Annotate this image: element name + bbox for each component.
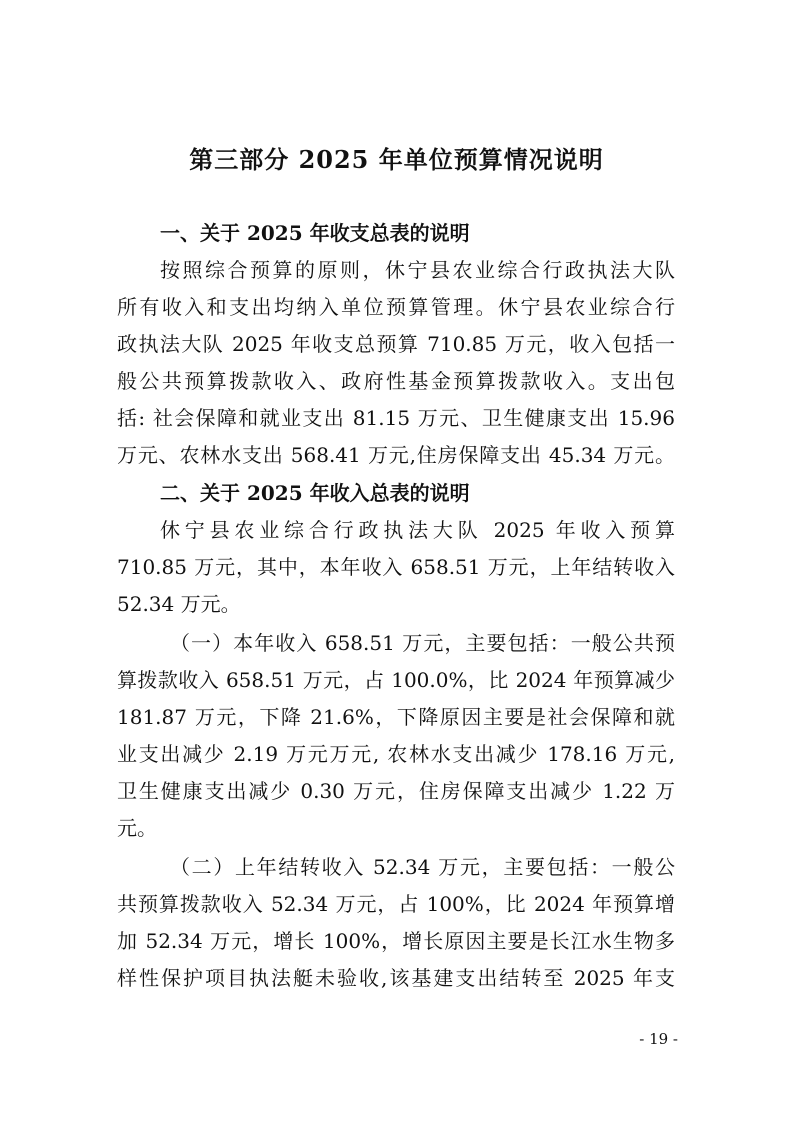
paragraph-line: 181.87 万元，下降 21.6%，下降原因主要是社会保障和就 — [117, 705, 675, 729]
paragraph-line: 所有收入和支出均纳入单位预算管理。休宁县农业综合行 — [117, 295, 675, 319]
paragraph-line: 共预算拨款收入 52.34 万元，占 100%，比 2024 年预算增 — [117, 892, 675, 916]
section-heading-1: 一、关于 2025 年收支总表的说明 — [160, 221, 470, 245]
paragraph-line: 业支出减少 2.19 万元万元, 农林水支出减少 178.16 万元, — [117, 742, 675, 766]
paragraph-line: 括: 社会保障和就业支出 81.15 万元、卫生健康支出 15.96 — [117, 406, 675, 430]
paragraph-line: （二）上年结转收入 52.34 万元，主要包括：一般公 — [170, 855, 675, 879]
paragraph-line: 按照综合预算的原则，休宁县农业综合行政执法大队 — [160, 258, 675, 282]
section-heading-2: 二、关于 2025 年收入总表的说明 — [160, 481, 470, 505]
paragraph-line: 休宁县农业综合行政执法大队 2025 年收入预算 — [160, 518, 675, 542]
paragraph-line: 卫生健康支出减少 0.30 万元，住房保障支出减少 1.22 万 — [117, 779, 675, 803]
paragraph-line: 710.85 万元，其中，本年收入 658.51 万元，上年结转收入 — [117, 555, 675, 579]
paragraph-line: 万元、农林水支出 568.41 万元,住房保障支出 45.34 万元。 — [117, 443, 675, 467]
paragraph-line: 元。 — [117, 816, 157, 840]
page-number: - 19 - — [639, 1030, 678, 1048]
paragraph-line: 算拨款收入 658.51 万元，占 100.0%，比 2024 年预算减少 — [117, 668, 675, 692]
paragraph-line: （一）本年收入 658.51 万元，主要包括：一般公共预 — [170, 631, 675, 655]
paragraph-line: 加 52.34 万元，增长 100%，增长原因主要是长江水生物多 — [117, 929, 675, 953]
page-title: 第三部分 2025 年单位预算情况说明 — [189, 145, 604, 174]
paragraph-line: 52.34 万元。 — [117, 592, 241, 616]
paragraph-line: 政执法大队 2025 年收支总预算 710.85 万元，收入包括一 — [117, 332, 675, 356]
paragraph-line: 般公共预算拨款收入、政府性基金预算拨款收入。支出包 — [117, 369, 675, 393]
paragraph-line: 样性保护项目执法艇未验收,该基建支出结转至 2025 年支 — [117, 966, 675, 990]
